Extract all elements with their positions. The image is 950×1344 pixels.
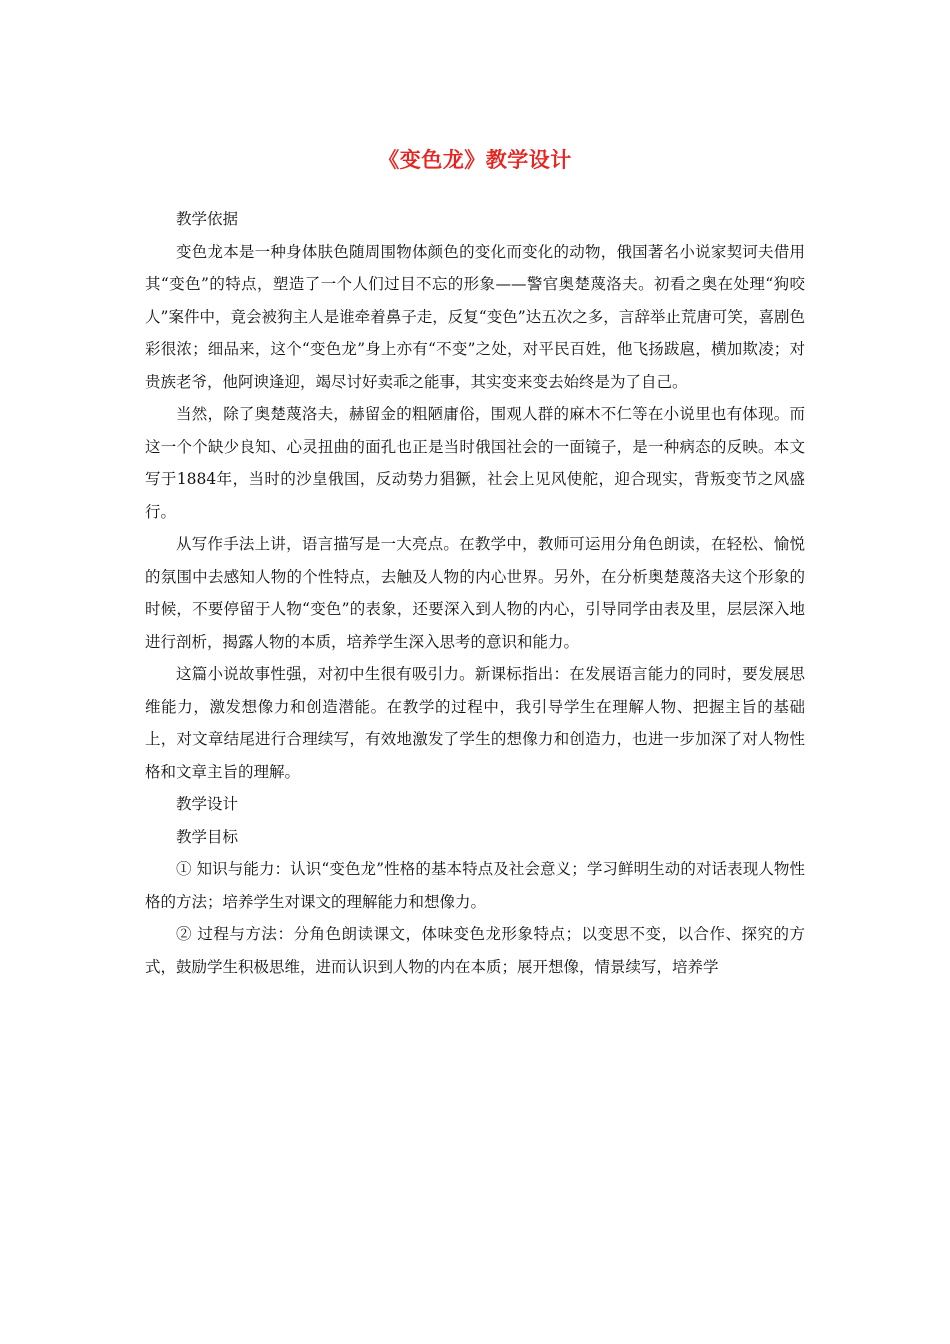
goal-item-2: ② 过程与方法：分角色朗读课文，体味变色龙形象特点；以变思不变，以合作、探究的方式，鼓励学生积极思维，进而认识到人物的内在本质；展开想像，情景续写，培养学 [145, 925, 805, 976]
paragraph-1: 变色龙本是一种身体肤色随周围物体颜色的变化而变化的动物，俄国著名小说家契诃夫借用其“变色”的特点，塑造了一个人们过目不忘的形象——警官奥楚蔑洛夫。初看之奥在处理“狗咬人”案件中，竟会被狗主人是谁牵着鼻子走，反复“变色”达五次之多，言辞举止荒唐可笑，喜剧色彩很浓；细品来，这个“变色龙”身上亦有“不变”之处，对平民百姓，他飞扬跋扈，横加欺凌；对贵族老爷，他阿谀逢迎，竭尽讨好卖乖之能事，其实变来变去始终是为了自己。 [145, 242, 805, 391]
paragraph-3: 从写作手法上讲，语言描写是一大亮点。在教学中，教师可运用分角色朗读，在轻松、愉悦的氛围中去感知人物的个性特点，去触及人物的内心世界。另外，在分析奥楚蔑洛夫这个形象的时候，不要停留于人物“变色”的表象，还要深入到人物的内心，引导同学由表及里，层层深入地进行剖析，揭露人物的本质，培养学生深入思考的意识和能力。 [145, 535, 805, 651]
paragraph-2: 当然，除了奥楚蔑洛夫，赫留金的粗陋庸俗，围观人群的麻木不仁等在小说里也有体现。而这一个个缺少良知、心灵扭曲的面孔也正是当时俄国社会的一面镜子，是一种病态的反映。本文写于1884年，当时的沙皇俄国，反动势力猖獗，社会上见风使舵，迎合现实，背叛变节之风盛行。 [145, 405, 805, 521]
section-heading-design: 教学设计 [176, 795, 239, 813]
section-heading-goals: 教学目标 [176, 827, 239, 846]
paragraph-4: 这篇小说故事性强，对初中生很有吸引力。新课标指出：在发展语言能力的同时，要发展思维能力，激发想像力和创造潜能。在教学的过程中，我引导学生在理解人物、把握主旨的基础上，对文章结尾进行合理续写，有效地激发了学生的想像力和创造力，也进一步加深了对人物性格和文章主旨的理解。 [145, 665, 805, 781]
document-body [145, 203, 805, 983]
section-heading-basis: 教学依据 [176, 210, 239, 228]
goal-item-1: ① 知识与能力：认识“变色龙”性格的基本特点及社会意义；学习鲜明生动的对话表现人物性格的方法；培养学生对课文的理解能力和想像力。 [145, 860, 805, 911]
document-title: 《变色龙》教学设计 [378, 147, 572, 172]
